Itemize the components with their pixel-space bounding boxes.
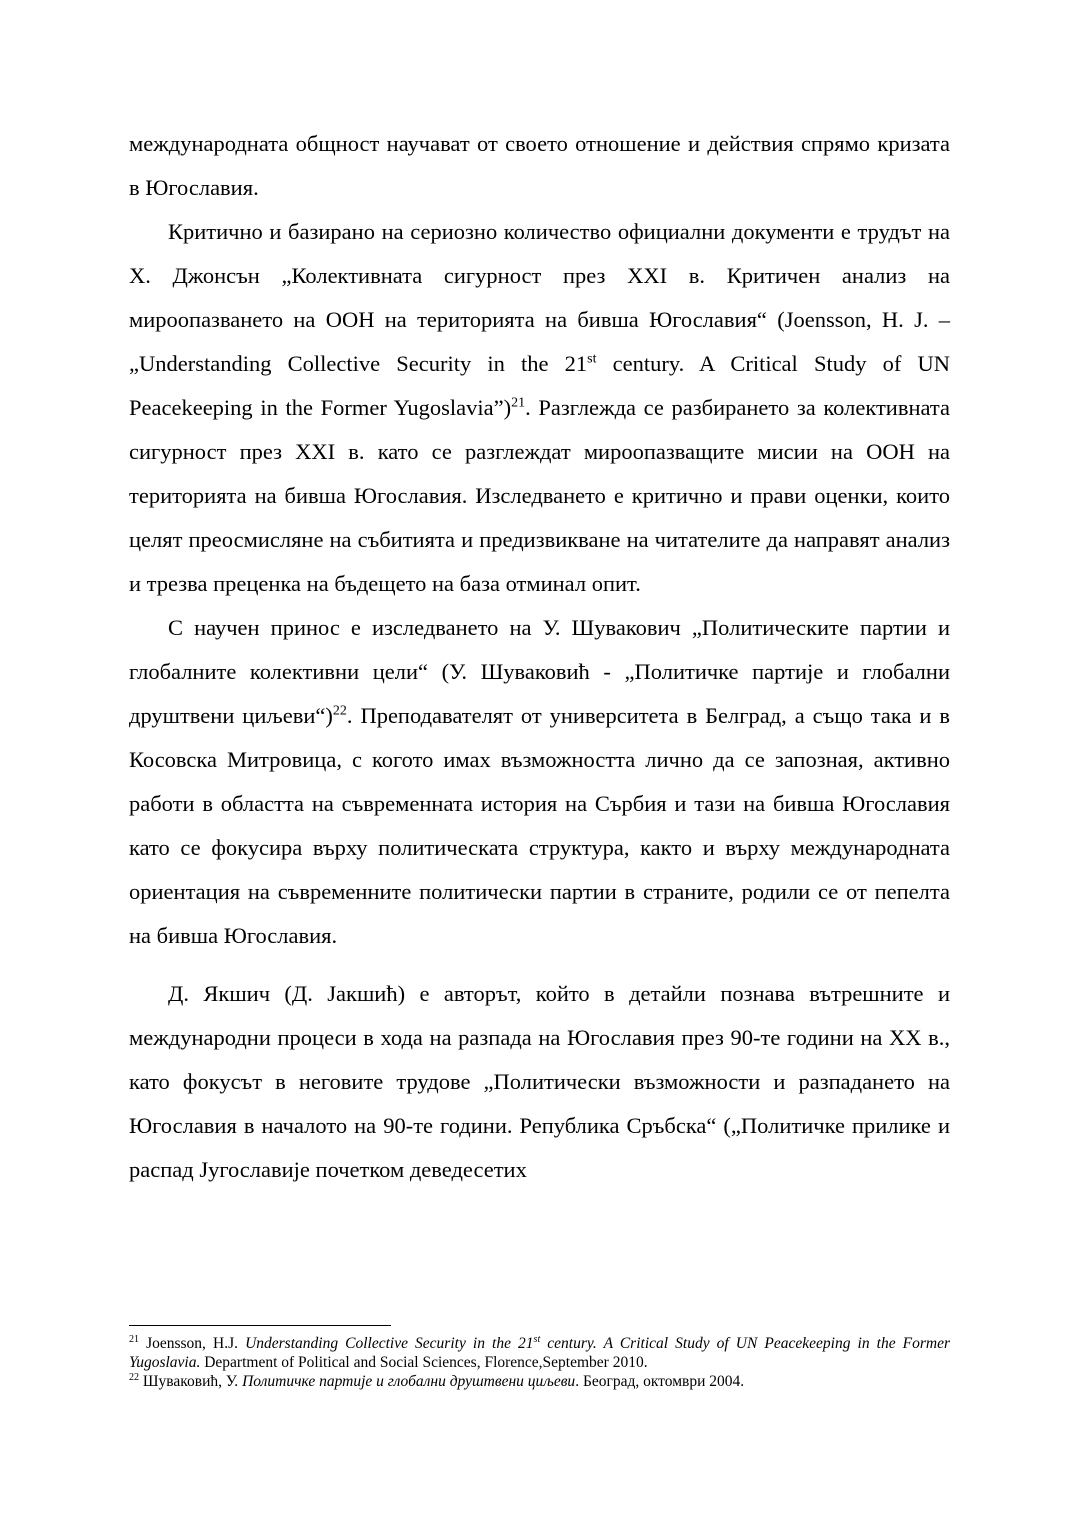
paragraph-2 (129, 210, 950, 606)
paragraph-text: международната общност научават от своето отношение и действия спрямо кризата в Югославия. (129, 131, 950, 200)
footnote-separator (129, 1325, 391, 1326)
paragraph-text: С научен принос е изследването на У. Шувакович „Политическите партии и глобалните колективни цели“ (У. Шуваковић - „Политичке партије и глобални друштвени циљеви“) (129, 615, 950, 728)
paragraph-text: . Разглежда се разбирането за колективната сигурност през XXI в. като се разглеждат мироопазващите мисии на ООН на територията на бивша Югославия. Изследването е критично и прави оценки, които целят преосмисляне на събитията и предизвикване на читателите да направят анализ и трезва преценка на бъдещето на база отминал опит. (129, 395, 950, 596)
paragraph-text: . Преподавателят от университета в Белград, а също така и в Косовска Митровица, с когото имах възможността лично да се запозная, активно работи в областта на съвременната история на Сърбия и тази на бивша Югославия като се фокусира върху политическата структура, както и върху международната ориентация на съвременните политически партии в страните, родили се от пепелта на бивша Югославия. (129, 703, 950, 948)
footnotes (129, 1334, 950, 1391)
body-text (129, 122, 950, 1192)
footnote-ref-22[interactable]: 22 (332, 703, 347, 719)
footnote-number: 21 (129, 1333, 139, 1345)
footnote-author: Joensson, H.J. (139, 1335, 246, 1352)
footnote-21 (129, 1334, 950, 1372)
footnote-title: Understanding Collective Security in the 21st century. A Critical Study of UN Peacekeeping in the Former Yugoslavia. (129, 1333, 951, 1371)
footnote-title: Политичке партије и глобални друштвени циљеви (242, 1373, 576, 1390)
paragraph-1 (129, 122, 950, 210)
footnote-author: Шуваковић, У. (139, 1373, 243, 1390)
paragraph-4 (129, 972, 950, 1192)
footnote-publication: . Београд, октомври 2004. (575, 1373, 745, 1390)
footnote-22 (129, 1372, 950, 1391)
paragraph-3 (129, 606, 950, 958)
footnote-ref-21[interactable]: 21 (511, 395, 526, 411)
footnote-publication: Department of Political and Social Sciences, Florence,September 2010. (200, 1354, 648, 1371)
paragraph-text: century. A Critical Study of UN Peacekeeping in the Former Yugoslavia”) (129, 351, 950, 420)
superscript-st: st (587, 351, 597, 367)
paragraph-text: Критично и базирано на сериозно количество официални документи е трудът на Х. Джонсън „Колективната сигурност през XXI в. Критичен анализ на мироопазването на ООН на територията на бивша Югославия“ (Joensson, H. J. – „Understanding Collective Security in the 21 (129, 219, 950, 376)
footnote-number: 22 (129, 1371, 139, 1383)
paragraph-text: Д. Якшич (Д. Јакшић) е авторът, който в детайли познава вътрешните и международни процеси в хода на разпада на Югославия през 90-те години на XX в., като фокусът в неговите трудове „Политически възможности и разпадането на Югославия в началото на 90-те години. Република Сръбска“ („Политичке прилике и распад Југославије почетком деведесетих (129, 981, 950, 1182)
